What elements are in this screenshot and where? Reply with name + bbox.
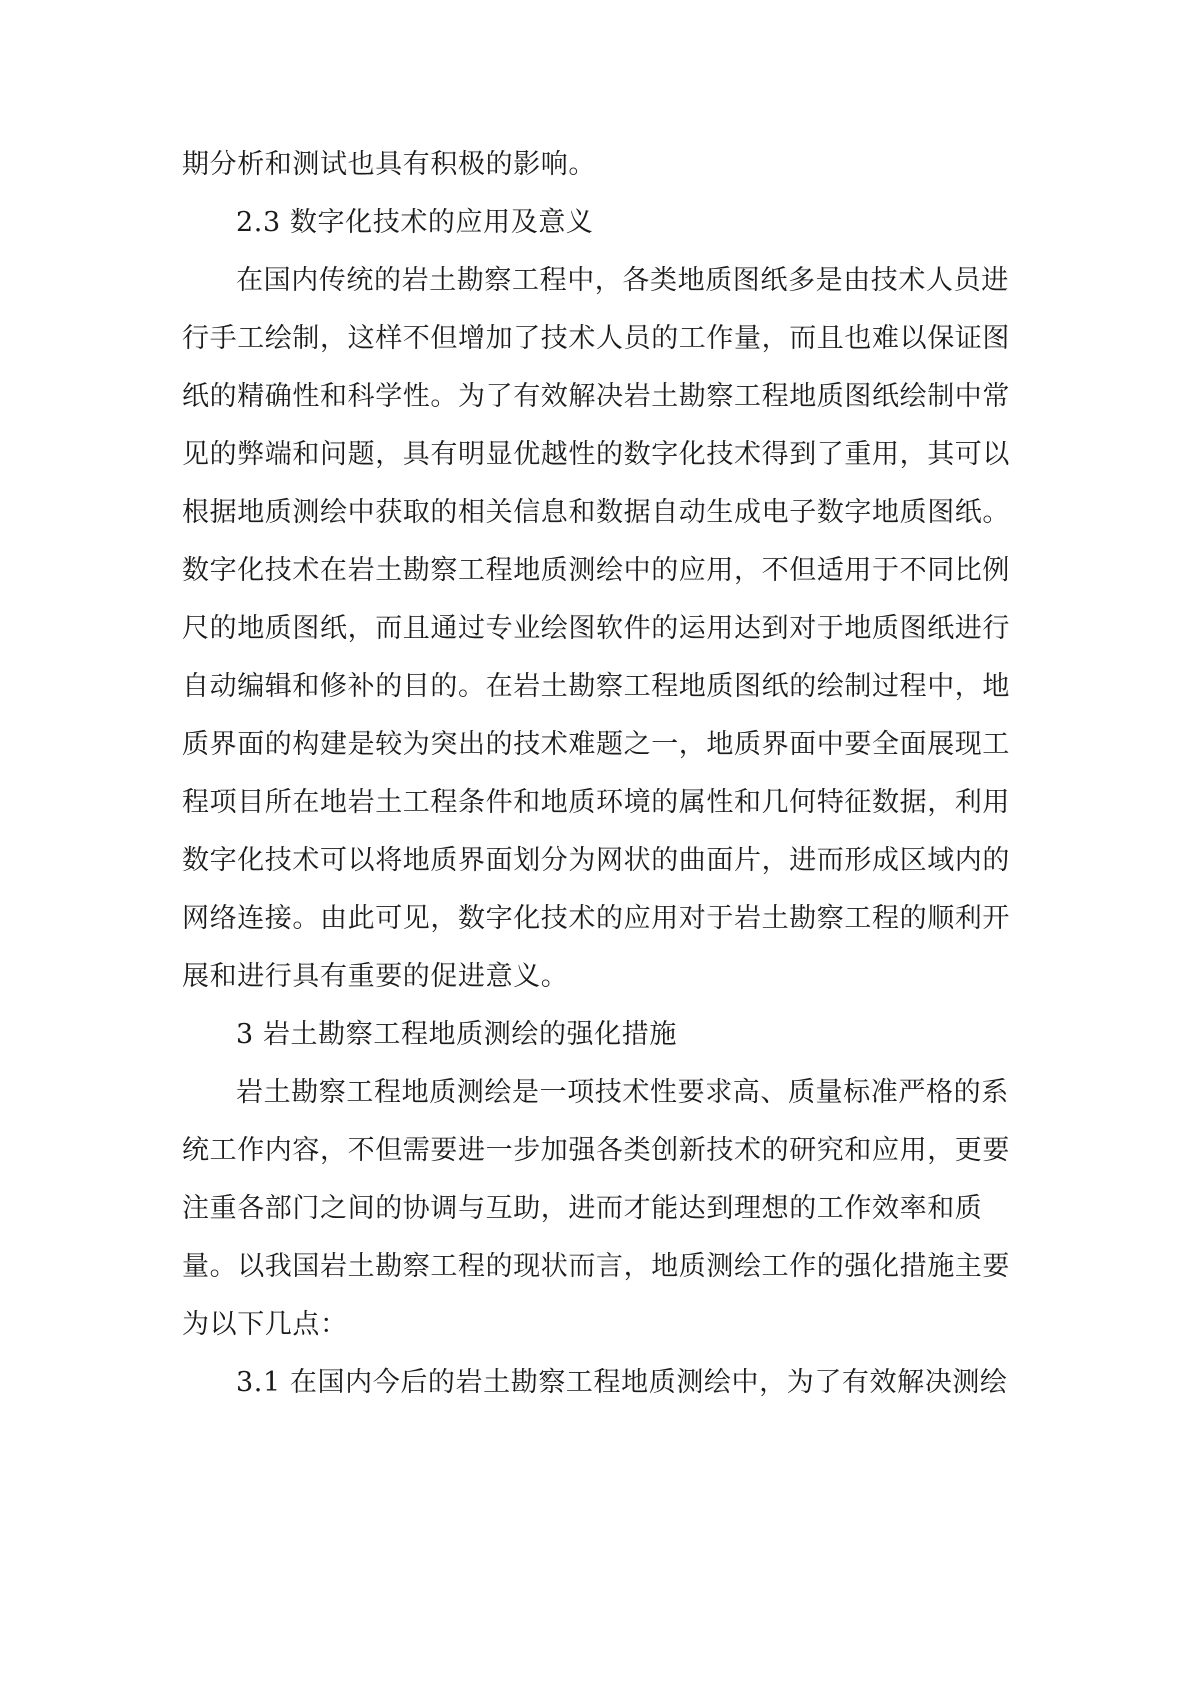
section-heading-3: 3 岩土勘察工程地质测绘的强化措施 — [236, 1019, 677, 1050]
text-line: 见的弊端和问题，具有明显优越性的数字化技术得到了重用，其可以 — [182, 439, 1010, 470]
text-line: 行手工绘制，这样不但增加了技术人员的工作量，而且也难以保证图 — [182, 323, 1010, 354]
text-line: 数字化技术在岩土勘察工程地质测绘中的应用，不但适用于不同比例 — [182, 555, 1010, 586]
text-line: 程项目所在地岩土工程条件和地质环境的属性和几何特征数据，利用 — [182, 787, 1010, 818]
section-heading-2-3: 2.3 数字化技术的应用及意义 — [236, 207, 594, 238]
text-line: 期分析和测试也具有积极的影响。 — [182, 149, 596, 180]
text-line: 根据地质测绘中获取的相关信息和数据自动生成电子数字地质图纸。 — [182, 497, 1010, 528]
text-line: 在国内传统的岩土勘察工程中，各类地质图纸多是由技术人员进 — [236, 265, 1009, 296]
text-line: 量。以我国岩土勘察工程的现状而言，地质测绘工作的强化措施主要 — [182, 1251, 1010, 1282]
section-heading-3-1: 3.1 在国内今后的岩土勘察工程地质测绘中，为了有效解决测绘 — [236, 1367, 1008, 1398]
text-line: 统工作内容，不但需要进一步加强各类创新技术的研究和应用，更要 — [182, 1135, 1010, 1166]
text-line: 展和进行具有重要的促进意义。 — [182, 961, 569, 992]
text-line: 自动编辑和修补的目的。在岩土勘察工程地质图纸的绘制过程中，地 — [182, 671, 1010, 702]
text-line: 为以下几点： — [182, 1309, 348, 1340]
text-line: 注重各部门之间的协调与互助，进而才能达到理想的工作效率和质 — [182, 1193, 983, 1224]
text-line: 岩土勘察工程地质测绘是一项技术性要求高、质量标准严格的系 — [236, 1077, 1009, 1108]
text-line: 数字化技术可以将地质界面划分为网状的曲面片，进而形成区域内的 — [182, 845, 1010, 876]
text-line: 网络连接。由此可见，数字化技术的应用对于岩土勘察工程的顺利开 — [182, 903, 1010, 934]
text-line: 质界面的构建是较为突出的技术难题之一，地质界面中要全面展现工 — [182, 729, 1010, 760]
text-line: 尺的地质图纸，而且通过专业绘图软件的运用达到对于地质图纸进行 — [182, 613, 1010, 644]
text-line: 纸的精确性和科学性。为了有效解决岩土勘察工程地质图纸绘制中常 — [182, 381, 1010, 412]
